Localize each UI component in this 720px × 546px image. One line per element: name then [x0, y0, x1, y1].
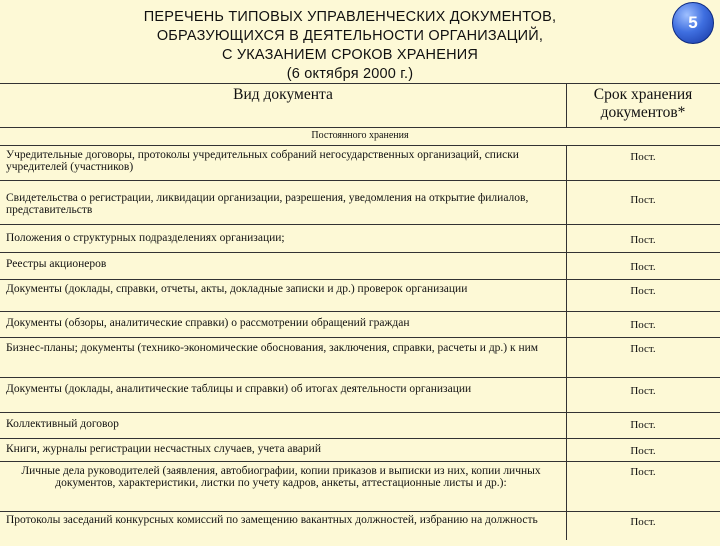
document-title [60, 8, 640, 84]
row-retention: Пост. [630, 343, 656, 355]
table-row [0, 146, 720, 181]
row-retention: Пост. [630, 319, 656, 331]
column-header-document-type: Вид документа [233, 86, 333, 103]
row-document: Свидетельства о регистрации, ликвидации организации, разрешения, уведомления на открытие филиалов, представительств [6, 192, 529, 216]
table-row [0, 439, 720, 462]
table-row [0, 413, 720, 439]
row-document: Книги, журналы регистрации несчастных случаев, учета аварий [6, 443, 321, 455]
row-retention: Пост. [630, 516, 656, 528]
row-retention: Пост. [630, 445, 656, 457]
row-retention: Пост. [630, 194, 656, 206]
row-retention: Пост. [630, 261, 656, 273]
table-row [0, 280, 720, 312]
table-row [0, 512, 720, 546]
column-header-retention [566, 86, 720, 122]
title-line-2: ОБРАЗУЮЩИХСЯ В ДЕЯТЕЛЬНОСТИ ОРГАНИЗАЦИЙ, [156, 28, 544, 44]
row-retention: Пост. [630, 234, 656, 246]
row-document: Протоколы заседаний конкурсных комиссий по замещению вакантных должностей, избранию на должность [6, 514, 538, 526]
row-document: Коллективный договор [6, 418, 119, 430]
row-document: Документы (доклады, аналитические таблицы и справки) об итогах деятельности организации [6, 383, 472, 395]
table-row [0, 338, 720, 378]
row-document: Документы (обзоры, аналитические справки) о рассмотрении обращений граждан [6, 317, 410, 329]
table-row [0, 253, 720, 280]
row-retention: Пост. [630, 285, 656, 297]
table-row [0, 181, 720, 225]
table-row [0, 378, 720, 413]
row-document: Личные дела руководителей (заявления, автобиографии, копии приказов и выписки из них, копии личных документов, характеристики, листки по учету кадров, анкеты, аттестационные листы и др.): [21, 465, 541, 489]
table-row [0, 462, 720, 512]
table-top-border [0, 83, 720, 84]
title-line-4: (6 октября 2000 г.) [286, 66, 414, 82]
row-document: Документы (доклады, справки, отчеты, акты, докладные записки и др.) проверок организации [6, 283, 468, 295]
header-bottom-border [0, 127, 720, 128]
row-document: Учредительные договоры, протоколы учредительных собраний негосударственных организаций, списки учредителей (участников) [6, 149, 519, 173]
title-line-3: С УКАЗАНИЕМ СРОКОВ ХРАНЕНИЯ [221, 47, 479, 63]
column-header-retention-line-1: Срок хранения [593, 86, 693, 103]
row-document: Положения о структурных подразделениях организации; [6, 232, 285, 244]
row-retention: Пост. [630, 151, 656, 163]
row-document: Реестры акционеров [6, 258, 107, 270]
table-row [0, 312, 720, 338]
column-header-retention-line-2: документов* [600, 104, 686, 121]
section-permanent-storage: Постоянного хранения [311, 130, 409, 141]
row-document: Бизнес-планы; документы (технико-экономические обоснования, заключения, справки, расчеты и др.) к ним [6, 342, 539, 354]
page-number-badge: 5 [672, 2, 714, 44]
table-row [0, 225, 720, 253]
title-line-1: ПЕРЕЧЕНЬ ТИПОВЫХ УПРАВЛЕНЧЕСКИХ ДОКУМЕНТОВ, [143, 9, 557, 25]
row-retention: Пост. [630, 385, 656, 397]
row-retention: Пост. [630, 419, 656, 431]
row-retention: Пост. [630, 466, 656, 478]
